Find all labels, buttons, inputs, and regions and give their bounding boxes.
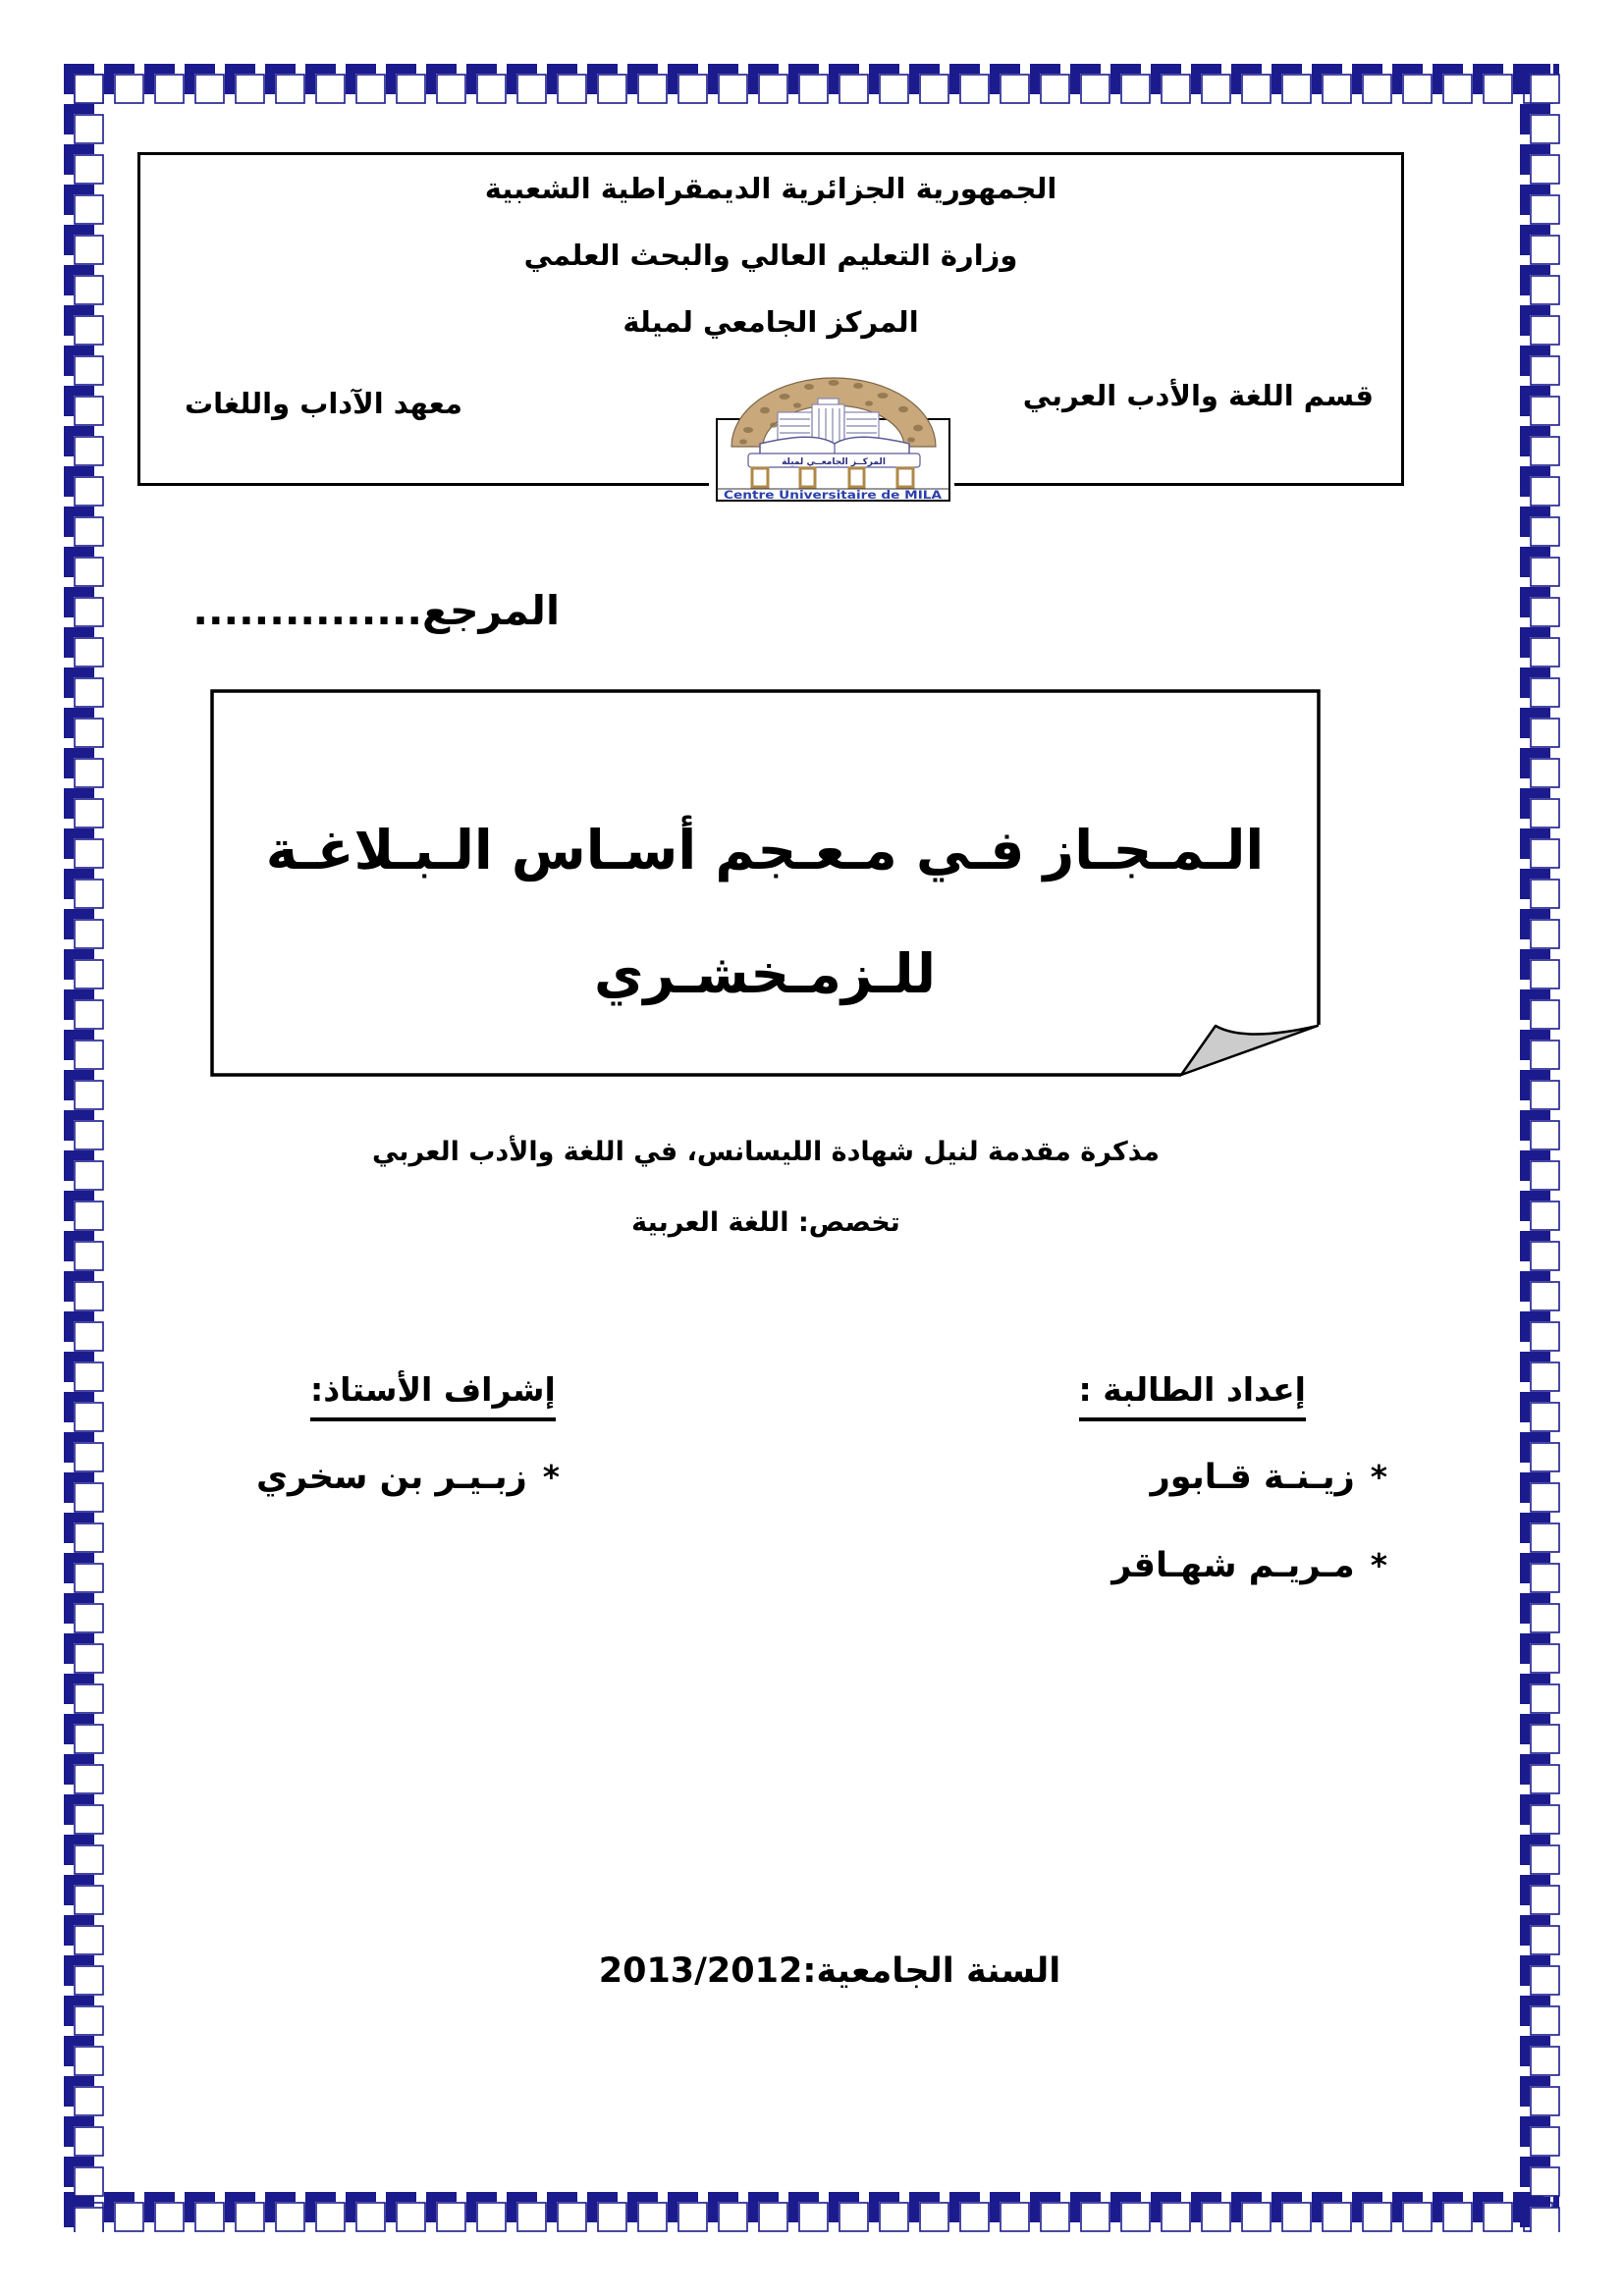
student-name-2: مـريـم شهـاقر <box>1111 1546 1355 1585</box>
supervisor-name: زبـيـر بن سخري <box>255 1458 527 1497</box>
institute-line: معهد الآداب واللغات <box>185 387 463 420</box>
thesis-title-line1: الـمـجـاز فـي مـعـجم أسـاس الـبـلاغـة <box>265 819 1265 881</box>
logo-caption-text: Centre Universitaire de MILA <box>724 488 943 502</box>
ministry-line: وزارة التعليم العالي والبحث العلمي <box>523 239 1018 272</box>
reference-line: المرجع............... <box>192 587 560 634</box>
title-box-outline <box>212 691 1319 1075</box>
student-row-2 <box>1111 1546 1387 1585</box>
student-name-1: زيـنـة قـابور <box>1150 1458 1355 1497</box>
thesis-title-line2: للـزمـخشـري <box>594 942 936 1005</box>
supervisor-label: إشراف الأستاذ: <box>310 1370 556 1421</box>
student-row-1 <box>1151 1458 1387 1497</box>
star-bullet: * <box>1370 1458 1387 1496</box>
academic-year-line: السنة الجامعية:2013/2012 <box>598 1951 1061 1991</box>
supervisor-row <box>256 1458 560 1497</box>
republic-line: الجمهورية الجزائرية الديمقراطية الشعبية <box>484 172 1057 205</box>
prepared-by-label: إعداد الطالبة : <box>1079 1370 1306 1421</box>
star-bullet: * <box>542 1458 560 1496</box>
star-bullet: * <box>1370 1546 1387 1584</box>
ornamental-border-right <box>1520 64 1560 2232</box>
ornamental-border-bottom <box>64 2192 1559 2232</box>
specialty-line: تخصص: اللغة العربية <box>631 1207 900 1238</box>
department-line: قسم اللغة والأدب العربي <box>1022 379 1374 412</box>
university-logo <box>709 371 954 507</box>
title-box <box>208 687 1329 1082</box>
ornamental-border-left <box>64 64 104 2232</box>
ornamental-border-top <box>64 64 1559 104</box>
logo-banner-text: المركــز الجامعــي لميلة <box>782 457 886 467</box>
university-center-line: المركز الجامعي لميلة <box>623 305 919 339</box>
memoir-line: مذكرة مقدمة لنيل شهادة الليسانس، في اللغة والأدب العربي <box>371 1137 1161 1167</box>
page-curl-corner <box>1181 1026 1318 1075</box>
